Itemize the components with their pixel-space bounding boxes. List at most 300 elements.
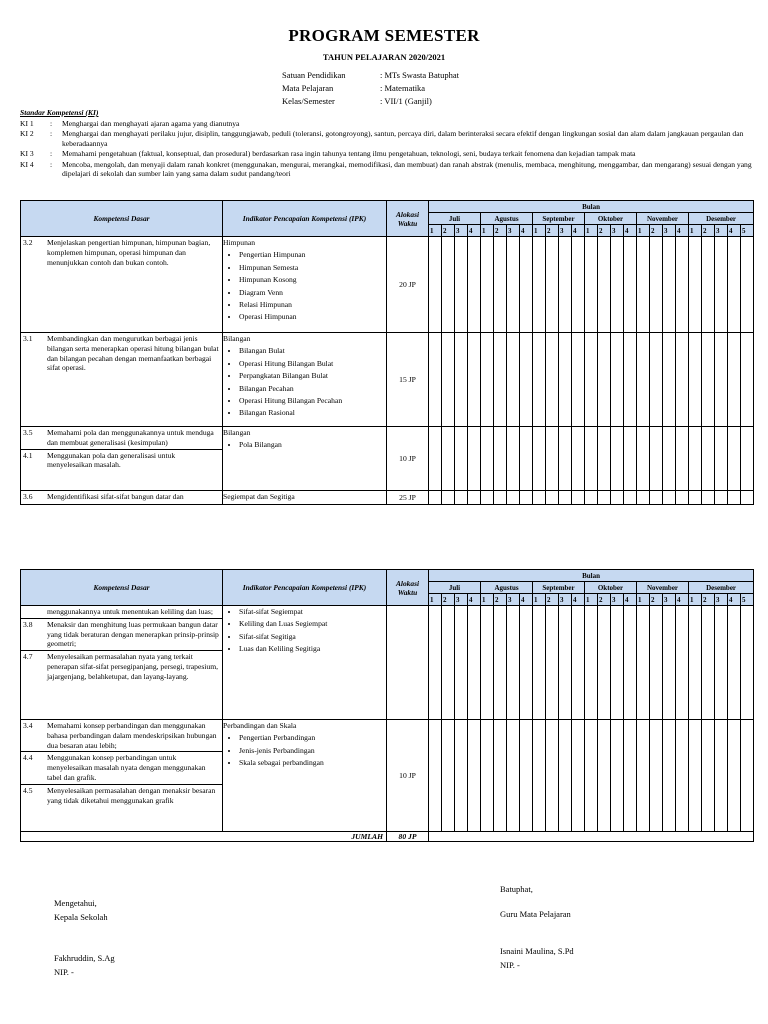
week-number: 4 (468, 225, 481, 237)
week-number: 2 (650, 225, 663, 237)
kd-number: 4.5 (23, 785, 33, 795)
week-number: 1 (689, 225, 702, 237)
kd-number: 4.4 (23, 753, 33, 763)
month-header: Oktober (585, 582, 637, 594)
week-number: 5 (741, 225, 754, 237)
week-cell (715, 491, 728, 505)
ipk-cell (223, 237, 387, 333)
col-kd-header: Kompetensi Dasar (21, 201, 223, 237)
week-cell (728, 333, 741, 427)
week-cell (533, 427, 546, 491)
ki-item (20, 119, 755, 129)
week-number: 3 (559, 594, 572, 606)
alokasi-cell: 10 JP (387, 720, 429, 832)
core-competencies (20, 108, 755, 180)
week-number: 3 (663, 225, 676, 237)
ki-item (20, 129, 755, 148)
week-cell (715, 427, 728, 491)
info-row-subject (282, 82, 459, 95)
week-cell (728, 491, 741, 505)
week-cell (468, 606, 481, 720)
week-cell (429, 333, 442, 427)
week-cell (494, 606, 507, 720)
week-cell (598, 427, 611, 491)
col-ipk-header: Indikator Pencapaian Kompetensi (IPK) (223, 570, 387, 606)
week-cell (559, 427, 572, 491)
week-cell (572, 427, 585, 491)
week-cell (507, 333, 520, 427)
ipk-item: • Bilangan Pecahan (239, 383, 386, 395)
ipk-list (223, 249, 386, 323)
week-cell (520, 720, 533, 832)
week-cell (468, 491, 481, 505)
month-header: Agustus (481, 582, 533, 594)
kd-cell (21, 491, 223, 505)
week-cell (637, 237, 650, 333)
table-row (21, 333, 754, 427)
week-cell (494, 491, 507, 505)
kd-text: Menyelesaikan permasalahan dengan menaksir besaran yang tidak diketahui menggunakan grafik (47, 785, 216, 805)
week-number: 4 (676, 594, 689, 606)
alokasi-cell: 20 JP (387, 237, 429, 333)
week-cell (637, 333, 650, 427)
sig-line1: Batuphat, (500, 884, 533, 894)
week-number: 4 (572, 594, 585, 606)
week-cell (611, 237, 624, 333)
month-header: Desember (689, 582, 754, 594)
week-cell (702, 237, 715, 333)
ipk-item: • Pola Bilangan (239, 439, 386, 451)
week-cell (455, 427, 468, 491)
week-cell (598, 333, 611, 427)
week-cell (650, 237, 663, 333)
week-cell (559, 491, 572, 505)
ki-number: KI 4 (20, 159, 34, 169)
ki-number: KI 2 (20, 129, 34, 138)
info-label: Kelas/Semester (282, 96, 335, 106)
week-number: 1 (585, 594, 598, 606)
kd-number (23, 607, 47, 617)
table-row (21, 606, 754, 720)
col-alokasi-header: Alokasi Waktu (387, 570, 429, 606)
week-number: 3 (715, 225, 728, 237)
week-cell (442, 720, 455, 832)
col-ipk-header: Indikator Pencapaian Kompetensi (IPK) (223, 201, 387, 237)
week-cell (481, 606, 494, 720)
ipk-item: • Sifat-sifat Segitiga (239, 631, 386, 643)
ipk-list (223, 439, 386, 451)
week-number: 3 (507, 225, 520, 237)
ki-item (20, 160, 755, 179)
week-number: 2 (598, 225, 611, 237)
week-cell (546, 606, 559, 720)
week-cell (676, 491, 689, 505)
week-number: 3 (663, 594, 676, 606)
col-bulan-header: Bulan (429, 201, 754, 213)
week-cell (429, 491, 442, 505)
kd-text: Memahami konsep perbandingan dan menggunakan bahasa perbandingan dalam mendeskripsikan hubungan dua besaran atau lebih; (47, 721, 217, 750)
week-cell (663, 427, 676, 491)
kd-text: Menggunakan konsep perbandingan untuk menyelesaikan masalah nyata dengan menggunakan tabel dan grafik. (47, 753, 206, 782)
week-number: 2 (442, 594, 455, 606)
week-cell (520, 427, 533, 491)
week-number: 1 (533, 594, 546, 606)
week-number: 3 (507, 594, 520, 606)
week-number: 4 (520, 594, 533, 606)
ipk-item: • Bilangan Bulat (239, 345, 386, 357)
ipk-title: Bilangan (223, 428, 251, 437)
week-cell (611, 427, 624, 491)
week-cell (546, 720, 559, 832)
week-cell (689, 720, 702, 832)
week-cell (585, 333, 598, 427)
week-cell (702, 491, 715, 505)
kd-number: 3.1 (23, 334, 33, 343)
month-header: September (533, 213, 585, 225)
info-label: Mata Pelajaran (282, 83, 334, 93)
signature-teacher (500, 882, 574, 972)
week-cell (455, 333, 468, 427)
week-cell (624, 606, 637, 720)
week-cell (624, 237, 637, 333)
ipk-title: Segiempat dan Segitiga (223, 492, 295, 501)
week-cell (507, 606, 520, 720)
week-cell (455, 237, 468, 333)
ipk-item: • Skala sebagai perbandingan (239, 757, 386, 769)
sig-nip: NIP. - (54, 967, 74, 977)
kd-item (21, 618, 222, 650)
sig-role: Kepala Sekolah (54, 912, 108, 922)
month-header: Oktober (585, 213, 637, 225)
week-cell (689, 237, 702, 333)
week-cell (611, 333, 624, 427)
week-cell (702, 606, 715, 720)
week-cell (481, 427, 494, 491)
week-cell (585, 237, 598, 333)
month-header: November (637, 582, 689, 594)
ipk-title: Himpunan (223, 238, 256, 247)
kd-text: Menaksir dan menghitung luas permukaan bangun datar yang tidak beraturan dengan menerapkan prinsip-prinsip geometri; (47, 619, 219, 649)
week-number: 2 (442, 225, 455, 237)
ki-item (20, 149, 755, 159)
sig-name: Isnaini Maulina, S.Pd (500, 946, 574, 956)
week-cell (468, 427, 481, 491)
week-cell (611, 606, 624, 720)
info-row-class (282, 95, 459, 108)
ki-text: Mencoba, mengolah, dan menyaji dalam ranah konkret (menggunakan, mengurai, merangkai, memodifikasi, dan membuat) dan ranah abstrak (menulis, membaca, menghitung, menggambar, dan mengarang) sesuai dengan yang dipelajari di sekolah dan sumber lain yang sama dalam sudut pandang/teori (62, 159, 752, 178)
week-cell (468, 333, 481, 427)
ipk-cell (223, 606, 387, 720)
week-cell (520, 606, 533, 720)
week-cell (702, 333, 715, 427)
sig-name: Fakhruddin, S.Ag (54, 953, 115, 963)
kd-text: Menggunakan pola dan generalisasi untuk menyelesaikan masalah. (47, 450, 176, 470)
week-cell (520, 237, 533, 333)
kd-item (21, 650, 222, 682)
week-cell (598, 720, 611, 832)
week-cell (689, 427, 702, 491)
ipk-item: • Operasi Hitung Bilangan Bulat (239, 358, 386, 370)
ipk-item: • Diagram Venn (239, 287, 386, 299)
week-cell (637, 720, 650, 832)
week-cell (715, 720, 728, 832)
school-info (282, 69, 459, 108)
week-cell (689, 333, 702, 427)
kd-item (21, 784, 222, 807)
ipk-cell (223, 491, 387, 505)
col-alokasi-header: Alokasi Waktu (387, 201, 429, 237)
week-cell (663, 333, 676, 427)
kd-number: 3.5 (23, 428, 33, 437)
week-cell (455, 720, 468, 832)
ki-number: KI 1 (20, 118, 34, 128)
week-cell (429, 720, 442, 832)
week-cell (598, 237, 611, 333)
total-label: JUMLAH (21, 832, 387, 842)
kd-item (21, 491, 222, 503)
kd-item (21, 720, 222, 751)
semester-table-1 (20, 200, 754, 505)
week-cell (468, 237, 481, 333)
week-number: 2 (494, 225, 507, 237)
week-cell (468, 720, 481, 832)
info-row-school (282, 69, 459, 82)
week-number: 1 (637, 594, 650, 606)
week-cell (650, 333, 663, 427)
week-cell (663, 491, 676, 505)
table-row (21, 427, 754, 491)
info-value: : Matematika (380, 83, 426, 93)
week-cell (546, 491, 559, 505)
week-cell (572, 333, 585, 427)
kd-cell (21, 720, 223, 832)
week-cell (572, 720, 585, 832)
ipk-title: Perbandingan dan Skala (223, 721, 297, 730)
table-row (21, 491, 754, 505)
kd-item (21, 237, 222, 268)
ki-colon: : (50, 149, 53, 158)
week-cell (481, 237, 494, 333)
ipk-item: • Luas dan Keliling Segitiga (239, 643, 386, 655)
month-header: Agustus (481, 213, 533, 225)
week-cell (728, 237, 741, 333)
week-cell (689, 491, 702, 505)
ki-heading: Standar Kompetensi (KI) (20, 108, 99, 117)
ipk-item: • Sifat-sifat Segiempat (239, 606, 386, 618)
week-cell (676, 427, 689, 491)
alokasi-cell: 25 JP (387, 491, 429, 505)
ipk-cell (223, 333, 387, 427)
kd-number: 4.1 (23, 450, 33, 460)
week-number: 4 (676, 225, 689, 237)
ki-colon: : (50, 159, 53, 169)
week-cell (663, 720, 676, 832)
month-header: Juli (429, 582, 481, 594)
week-cell (715, 237, 728, 333)
week-cell (559, 333, 572, 427)
kd-text: menggunakannya untuk menentukan keliling dan luas; (47, 607, 213, 616)
week-cell (676, 720, 689, 832)
alokasi-cell: 15 JP (387, 333, 429, 427)
semester-table-2 (20, 569, 754, 842)
week-cell (702, 427, 715, 491)
info-value: : MTs Swasta Batuphat (380, 70, 459, 80)
week-cell (533, 491, 546, 505)
week-number: 3 (715, 594, 728, 606)
week-cell (741, 491, 754, 505)
week-cell (741, 606, 754, 720)
academic-year: TAHUN PELAJARAN 2020/2021 (322, 52, 446, 62)
week-cell (611, 720, 624, 832)
week-cell (546, 333, 559, 427)
week-cell (572, 237, 585, 333)
week-cell (507, 237, 520, 333)
week-cell (702, 720, 715, 832)
week-cell (676, 333, 689, 427)
week-cell (507, 491, 520, 505)
alokasi-cell: 10 JP (387, 427, 429, 491)
kd-number: 3.2 (23, 238, 33, 247)
week-cell (429, 606, 442, 720)
total-row (21, 832, 754, 842)
kd-text: Membandingkan dan mengurutkan berbagai jenis bilangan serta menerapkan operasi hitung bilangan bulat dan bilangan pecahan dengan memanfaatkan berbagai sifat operasi. (47, 334, 219, 373)
week-cell (741, 237, 754, 333)
week-cell (455, 491, 468, 505)
sig-nip: NIP. - (500, 960, 520, 970)
ki-text: Menghargai dan menghayati ajaran agama yang dianutnya (62, 118, 240, 128)
week-number: 3 (455, 225, 468, 237)
week-cell (507, 720, 520, 832)
week-cell (546, 237, 559, 333)
week-cell (494, 333, 507, 427)
week-cell (559, 720, 572, 832)
week-cell (559, 606, 572, 720)
ipk-item: • Keliling dan Luas Segiempat (239, 618, 386, 630)
week-number: 3 (611, 594, 624, 606)
week-cell (741, 427, 754, 491)
kd-text: Menjelaskan pengertian himpunan, himpunan bagian, komplemen himpunan, operasi himpunan dan menunjukkan contoh dan bukan contoh. (47, 238, 211, 267)
week-cell (676, 237, 689, 333)
week-cell (533, 720, 546, 832)
week-cell (585, 427, 598, 491)
sig-line1: Mengetahui, (54, 898, 97, 908)
week-number: 1 (429, 225, 442, 237)
week-cell (533, 606, 546, 720)
week-cell (624, 333, 637, 427)
week-cell (624, 720, 637, 832)
week-cell (559, 237, 572, 333)
week-cell (442, 237, 455, 333)
kd-item (21, 333, 222, 374)
month-header: Juli (429, 213, 481, 225)
ipk-title: Bilangan (223, 334, 251, 343)
week-cell (507, 427, 520, 491)
kd-cell (21, 427, 223, 491)
ipk-item: • Pengertian Himpunan (239, 249, 386, 261)
kd-text: Mengidentifikasi sifat-sifat bangun datar dan (47, 492, 184, 501)
ki-number: KI 3 (20, 149, 34, 158)
week-cell (741, 720, 754, 832)
week-cell (637, 606, 650, 720)
week-number: 2 (702, 594, 715, 606)
week-cell (715, 606, 728, 720)
week-cell (611, 491, 624, 505)
table-row (21, 237, 754, 333)
week-number: 4 (624, 225, 637, 237)
col-kd-header: Kompetensi Dasar (21, 570, 223, 606)
week-number: 1 (481, 594, 494, 606)
week-number: 4 (728, 225, 741, 237)
week-cell (572, 606, 585, 720)
week-number: 3 (559, 225, 572, 237)
week-number: 2 (702, 225, 715, 237)
total-grid-cell (429, 832, 754, 842)
week-cell (429, 427, 442, 491)
kd-text: Memahami pola dan menggunakannya untuk menduga dan membuat generalisasi (kesimpulan) (47, 428, 214, 447)
week-cell (494, 427, 507, 491)
signature-principal (54, 896, 115, 979)
week-cell (442, 333, 455, 427)
week-cell (624, 427, 637, 491)
ki-colon: : (50, 118, 53, 128)
week-number: 1 (429, 594, 442, 606)
ipk-list (223, 732, 386, 769)
week-cell (715, 333, 728, 427)
week-cell (455, 606, 468, 720)
week-cell (585, 491, 598, 505)
kd-cell (21, 237, 223, 333)
week-cell (442, 427, 455, 491)
week-cell (624, 491, 637, 505)
week-cell (663, 606, 676, 720)
kd-number: 4.7 (23, 652, 33, 662)
week-cell (481, 720, 494, 832)
week-cell (676, 606, 689, 720)
kd-number: 3.8 (23, 619, 33, 629)
week-number: 5 (741, 594, 754, 606)
ipk-item: • Operasi Hitung Bilangan Pecahan (239, 395, 386, 407)
col-bulan-header: Bulan (429, 570, 754, 582)
week-cell (637, 427, 650, 491)
week-number: 1 (533, 225, 546, 237)
week-number: 4 (624, 594, 637, 606)
week-number: 1 (689, 594, 702, 606)
month-header: September (533, 582, 585, 594)
week-number: 2 (650, 594, 663, 606)
kd-cell (21, 606, 223, 720)
week-cell (481, 491, 494, 505)
ipk-item: • Bilangan Rasional (239, 407, 386, 419)
week-number: 1 (481, 225, 494, 237)
kd-item (21, 449, 222, 472)
kd-item (21, 606, 222, 618)
week-number: 2 (546, 225, 559, 237)
week-cell (494, 237, 507, 333)
week-number: 3 (611, 225, 624, 237)
week-cell (728, 427, 741, 491)
ipk-item: • Jenis-jenis Perbandingan (239, 745, 386, 757)
week-number: 2 (598, 594, 611, 606)
week-cell (520, 333, 533, 427)
page-title: PROGRAM SEMESTER (288, 26, 480, 45)
week-number: 4 (520, 225, 533, 237)
week-cell (637, 491, 650, 505)
week-cell (442, 606, 455, 720)
week-cell (481, 333, 494, 427)
week-cell (442, 491, 455, 505)
week-number: 2 (494, 594, 507, 606)
ki-text: Menghargai dan menghayati perilaku jujur, disiplin, tanggungjawab, peduli (toleransi, gotongroyong), santun, percaya diri, dalam berinteraksi secara efektif dengan lingkungan sosial dan alam dalam jangkauan pergaulan dan keberadaannya (62, 129, 744, 148)
